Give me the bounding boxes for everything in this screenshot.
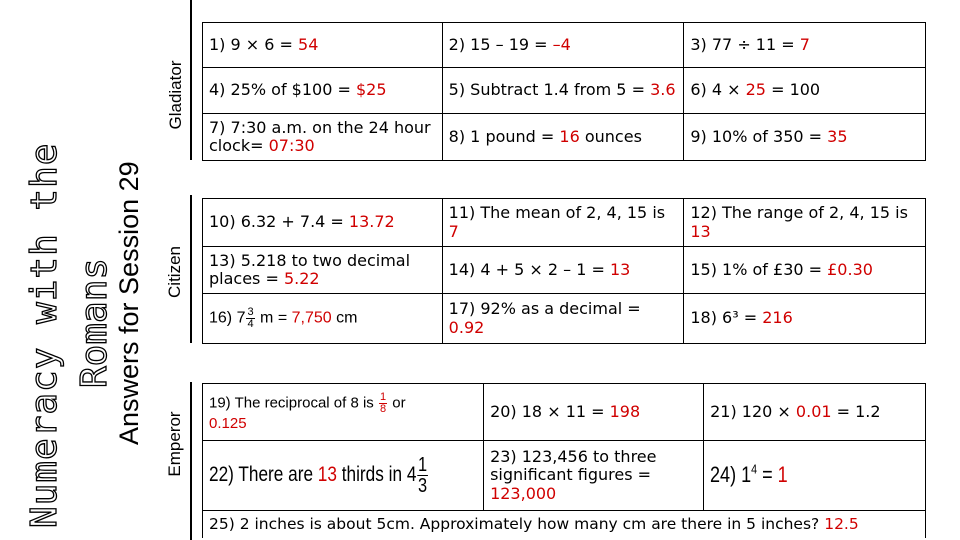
question-17: 17) 92% as a decimal = 0.92 [442,294,684,344]
question-18: 18) 6³ = 216 [684,294,926,344]
question-23: 23) 123,456 to three significant figures = 123,000 [484,440,704,511]
citizen-table [202,198,926,344]
session-subtitle: Answers for Session 29 [114,161,144,445]
section-label-gladiator: Gladiator [166,60,185,130]
gladiator-table [202,22,926,161]
question-12: 12) The range of 2, 4, 15 is 13 [684,199,926,247]
question-13: 13) 5.218 to two decimal places = 5.22 [203,247,443,294]
question-19: 19) The reciprocal of 8 is $\frac{1}{8}$ or 0.125 [203,384,484,441]
question-1: 1) 9 × 6 = 54 [203,23,443,68]
fraction-one-third: $\frac{1}{3}$ [418,453,428,497]
divider-citizen [190,195,192,343]
title-line-2: Romans [74,257,115,388]
question-5: 5) Subtract 1.4 from 5 = 3.6 [442,68,684,114]
section-label-emperor: Emperor [165,411,184,477]
divider-emperor [190,382,192,540]
question-25: 25) 2 inches is about 5cm. Approximately how many cm are there in 5 inches? 12.5 [203,511,926,538]
divider-gladiator [190,0,192,160]
section-label-citizen: Citizen [165,246,184,298]
question-16: 16) 7 $\frac{3}{4}$ m = 7,750 cm [203,294,443,344]
fraction-three-quarters: $\frac{3}{4}$ [247,306,254,330]
question-22: 22) There are 13 thirds in 4 $\frac{1}{3}$ [203,440,484,511]
question-20: 20) 18 × 11 = 198 [484,384,704,441]
question-9: 9) 10% of 350 = 35 [684,114,926,161]
title-line-1: Numeracy with the [24,142,65,528]
question-24: 24) $1^4 = 1$ [704,440,926,511]
question-6: 6) 4 × 25 = 100 [684,68,926,114]
question-7: 7) 7:30 a.m. on the 24 hour clock= 07:30 [203,114,443,161]
question-15: 15) 1% of £30 = £0.30 [684,247,926,294]
question-8: 8) 1 pound = 16 ounces [442,114,684,161]
question-11: 11) The mean of 2, 4, 15 is 7 [442,199,684,247]
question-2: 2) 15 – 19 = –4 [442,23,684,68]
question-21: 21) 120 × 0.01 = 1.2 [704,384,926,441]
question-4: 4) 25% of $100 = $25 [203,68,443,114]
emperor-table [202,383,926,538]
question-3: 3) 77 ÷ 11 = 7 [684,23,926,68]
fraction-one-eighth: $\frac{1}{8}$ [379,390,387,415]
question-10: 10) 6.32 + 7.4 = 13.72 [203,199,443,247]
question-14: 14) 4 + 5 × 2 – 1 = 13 [442,247,684,294]
